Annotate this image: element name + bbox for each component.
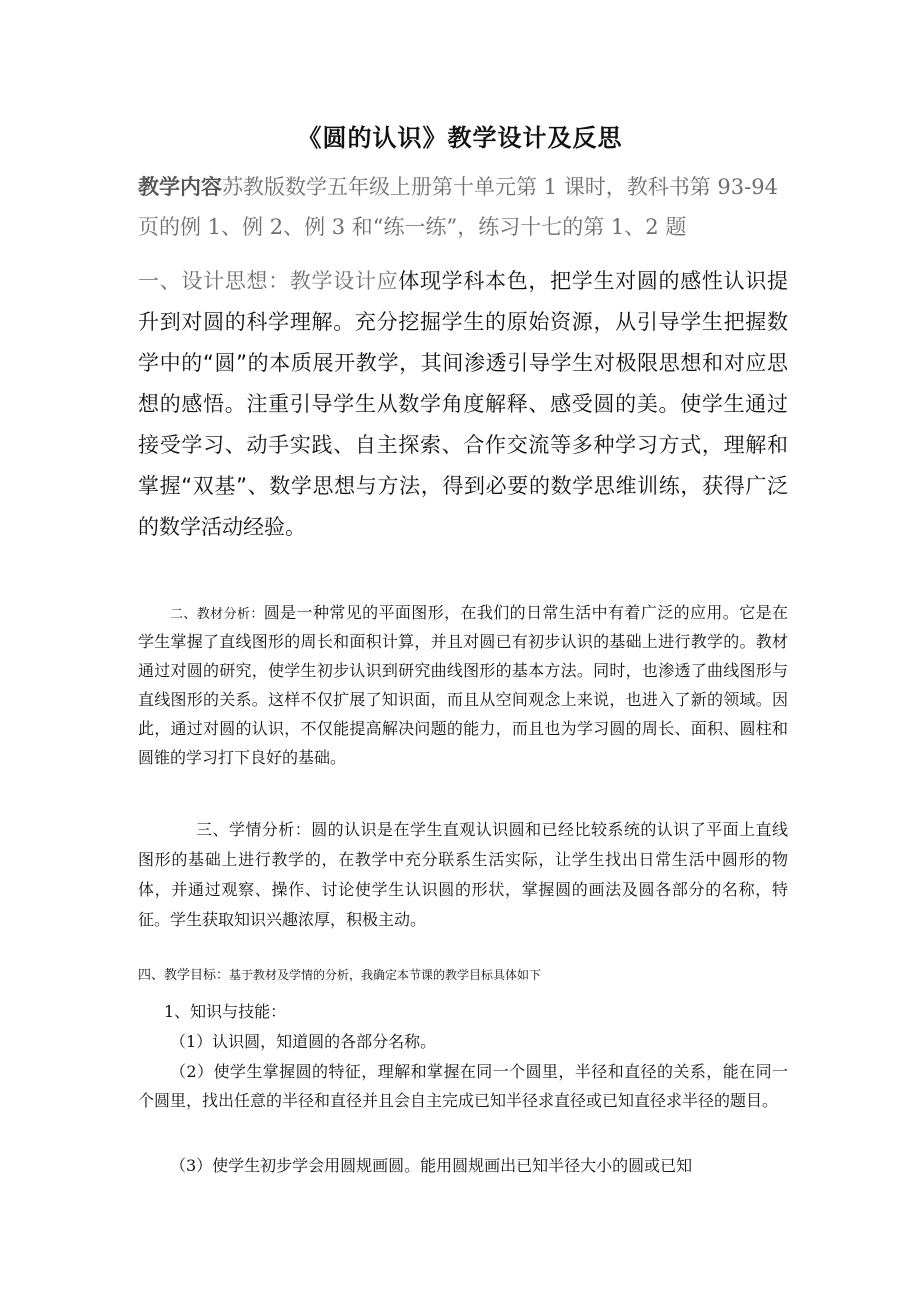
document-title: 《圆的认识》教学设计及反思	[297, 124, 623, 152]
teaching-content	[138, 167, 788, 247]
material-analysis-section	[138, 598, 788, 772]
design-idea-label: 一、设计思想：教学设计应	[138, 269, 399, 293]
teaching-content-text-2: 页的例 1、例 2、例 3 和“练一练”，练习十七的第 1、2 题	[138, 215, 687, 239]
teaching-content-text-1: 苏教版数学五年级上册第十单元第 1 课时，教科书第 93-94	[222, 175, 778, 199]
teaching-goals-section	[138, 964, 788, 987]
goal-item-1: （1）认识圆，知道圆的各部分名称。	[170, 1032, 437, 1051]
student-analysis-section	[138, 815, 788, 935]
design-idea-section	[138, 261, 788, 548]
teaching-goals-text: 基于教材及学情的分析，我确定本节课的教学目标具体如下	[229, 968, 542, 982]
material-analysis-text: 圆是一种常见的平面图形，在我们的日常生活中有着广泛的应用。它是在学生掌握了直线图形的周长和面积计算，并且对圆已有初步认识的基础上进行教学的。教材通过对圆的研究，使学生初步认识到研究曲线图形的基本方法。同时，也渗透了曲线图形与直线图形的关系。这样不仅扩展了知识面，而且从空间观念上来说，也进入了新的领域。因此，通过对圆的认识，不仅能提高解决问题的能力，而且也为学习圆的周长、面积、圆柱和圆锥的学习打下良好的基础。	[138, 603, 788, 767]
teaching-goals-label: 四、教学目标：	[138, 968, 230, 983]
goal-item-2: （2）使学生掌握圆的特征，理解和掌握在同一个圆里，半径和直径的关系，能在同一个圆里，找出任意的半径和直径并且会自主完成已知半径求直径或已知直径求半径的题目。	[138, 1062, 788, 1110]
student-analysis-label: 三、学情分析：	[196, 820, 312, 839]
design-idea-text: 体现学科本色，把学生对圆的感性认识提升到对圆的科学理解。充分挖掘学生的原始资源，从引导学生把握数学中的“圆”的本质展开教学，其间渗透引导学生对极限思想和对应思想的感悟。注重引导学生从数学角度解释、感受圆的美。使学生通过接受学习、动手实践、自主探索、合作交流等多种学习方式，理解和掌握“双基”、数学思想与方法，得到必要的数学思维训练，获得广泛的数学活动经验。	[138, 269, 789, 539]
knowledge-skills-heading: 1、知识与技能：	[164, 1002, 287, 1021]
material-analysis-label: 二、教材分析：	[170, 607, 264, 622]
student-analysis-text: 圆的认识是在学生直观认识圆和已经比较系统的认识了平面上直线图形的基础上进行教学的，在教学中充分联系生活实际，让学生找出日常生活中圆形的物体，并通过观察、操作、讨论使学生认识圆的形状，掌握圆的画法及圆各部分的名称，特征。学生获取知识兴趣浓厚，积极主动。	[138, 820, 788, 929]
goal-item-3: （3）使学生初步学会用圆规画圆。能用圆规画出已知半径大小的圆或已知	[170, 1156, 693, 1175]
teaching-content-label: 教学内容	[138, 175, 222, 199]
